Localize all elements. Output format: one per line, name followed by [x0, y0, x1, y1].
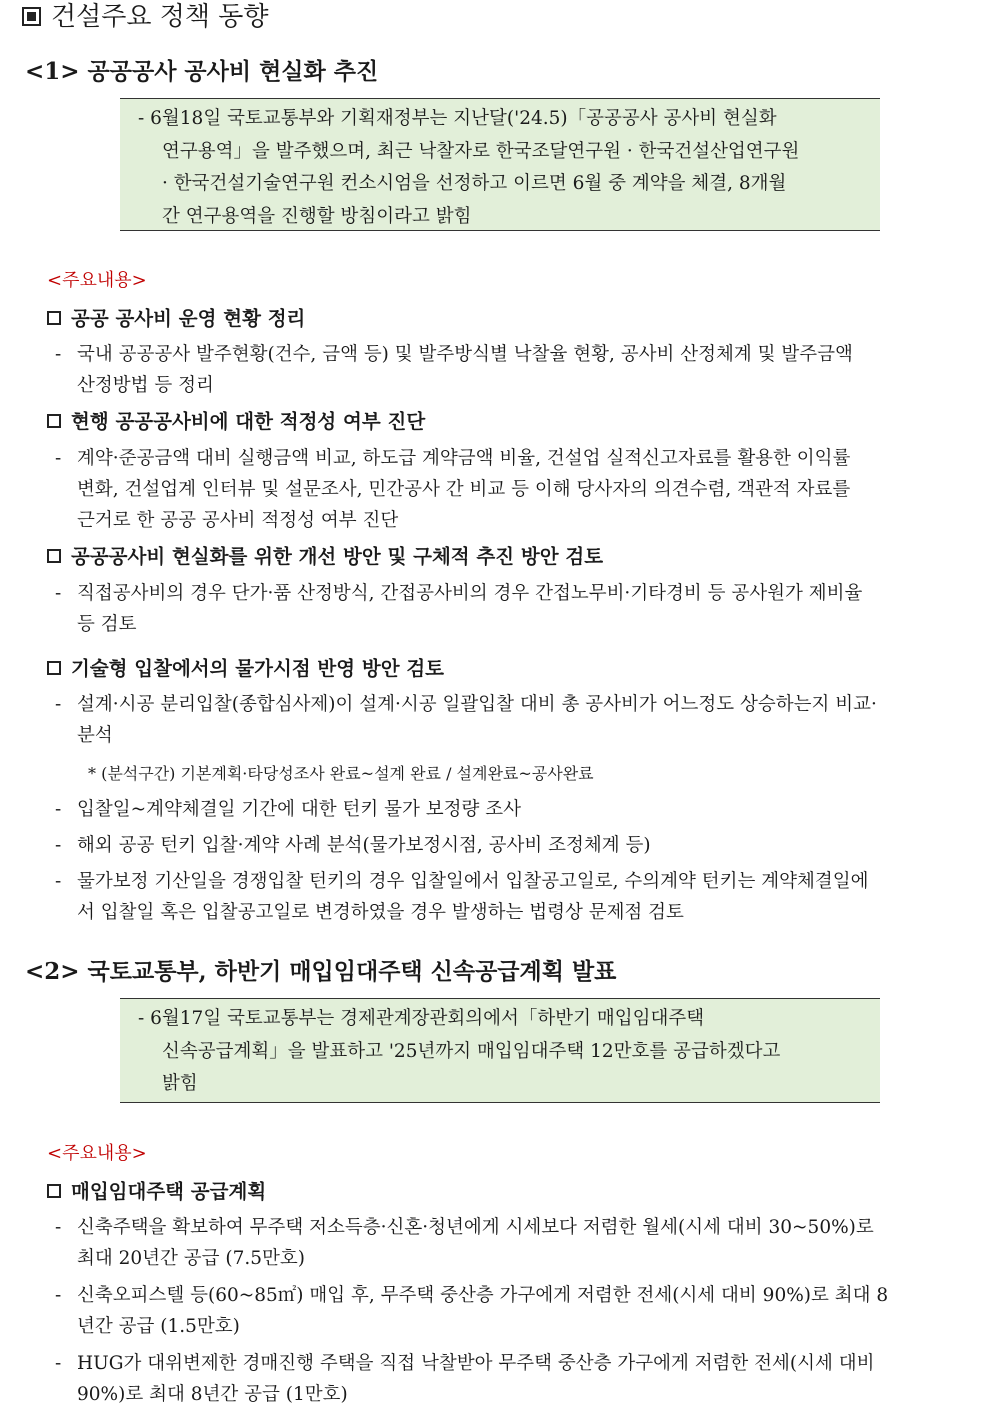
bullet-item: - 설계·시공 분리입찰(종합심사제)이 설계·시공 일괄입찰 대비 총 공사비가 어느정도 상승하는지 비교· 분석	[55, 694, 877, 746]
summary-line: 연구용역」을 발주했으며, 최근 낙찰자로 한국조달연구원 · 한국건설산업연구원	[162, 140, 800, 162]
summary-line: - 6월17일 국토교통부는 경제관계장관회의에서「하반기 매입임대주택	[138, 1008, 705, 1029]
page-title: 건설주요 정책 동향	[22, 0, 268, 34]
checkbox-square-icon	[47, 414, 61, 428]
bullet-item: - 직접공사비의 경우 단가·품 산정방식, 간접공사비의 경우 간접노무비·기타경비 등 공사원가 제비율 등 검토	[55, 583, 863, 635]
filled-square-icon	[22, 7, 41, 26]
summary-line: - 6월18일 국토교통부와 기획재정부는 지난달('24.5)「공공공사 공사비 현실화	[138, 108, 777, 129]
checkbox-square-icon	[47, 1184, 61, 1198]
topic-heading: 공공 공사비 운영 현황 정리	[47, 305, 305, 333]
bullet-item: - 국내 공공공사 발주현황(건수, 금액 등) 및 발주방식별 낙찰율 현황, 공사비 산정체계 및 발주금액 산정방법 등 정리	[55, 344, 853, 396]
bullet-item: - 해외 공공 턴키 입찰·계약 사례 분석(물가보정시점, 공사비 조정체계 등)	[55, 835, 651, 856]
checkbox-square-icon	[47, 311, 61, 325]
summary-line: · 한국건설기술연구원 컨소시엄을 선정하고 이르면 6월 중 계약을 체결, 8개월	[162, 173, 787, 194]
topic-heading: 현행 공공공사비에 대한 적정성 여부 진단	[47, 408, 425, 436]
key-content-label: <주요내용>	[47, 270, 147, 291]
bullet-item: - 입찰일~계약체결일 기간에 대한 턴키 물가 보정량 조사	[55, 799, 521, 820]
topic-heading: 기술형 입찰에서의 물가시점 반영 방안 검토	[47, 655, 444, 683]
bullet-item: - 계약·준공금액 대비 실행금액 비교, 하도급 계약금액 비율, 건설업 실적신고자료를 활용한 이익률 변화, 건설업계 인터뷰 및 설문조사, 민간공사 간 비교 등 이해 당사자의 의견수렴, 객관적 자료를 근거로 한 공공 공사비 적정성 여부 진단	[55, 448, 851, 531]
bullet-item: - 신축주택을 확보하여 무주택 저소득층·신혼·청년에게 시세보다 저렴한 월세(시세 대비 30~50%)로 최대 20년간 공급 (7.5만호)	[55, 1217, 874, 1269]
key-content-label: <주요내용>	[47, 1143, 147, 1164]
checkbox-square-icon	[47, 549, 61, 563]
bullet-item: - 물가보정 기산일을 경쟁입찰 턴키의 경우 입찰일에서 입찰공고일로, 수의계약 턴키는 계약체결일에 서 입찰일 혹은 입찰공고일로 변경하였을 경우 발생하는 법령상 문제점 검토	[55, 871, 869, 923]
section-2-summary-box	[120, 998, 880, 1103]
topic-heading: 공공공사비 현실화를 위한 개선 방안 및 구체적 추진 방안 검토	[47, 543, 603, 571]
bullet-item: - 신축오피스텔 등(60~85㎡) 매입 후, 무주택 중산층 가구에게 저렴한 전세(시세 대비 90%)로 최대 8 년간 공급 (1.5만호)	[55, 1285, 889, 1337]
summary-line: 간 연구용역을 진행할 방침이라고 밝힘	[162, 205, 472, 227]
footnote: * (분석구간) 기본계획·타당성조사 완료~설계 완료 / 설계완료~공사완료	[88, 764, 594, 783]
summary-line: 신속공급계획」을 발표하고 '25년까지 매입임대주택 12만호를 공급하겠다고	[162, 1040, 781, 1062]
section-1-title: <1> 공공공사 공사비 현실화 추진	[25, 58, 379, 85]
bullet-item: - HUG가 대위변제한 경매진행 주택을 직접 낙찰받아 무주택 중산층 가구에게 저렴한 전세(시세 대비 90%)로 최대 8년간 공급 (1만호)	[55, 1353, 875, 1405]
section-2-title: <2> 국토교통부, 하반기 매입임대주택 신속공급계획 발표	[25, 958, 617, 985]
checkbox-square-icon	[47, 661, 61, 675]
section-1-summary-box	[120, 98, 880, 231]
summary-line: 밝힘	[162, 1073, 198, 1094]
topic-heading: 매입임대주택 공급계획	[47, 1178, 266, 1206]
